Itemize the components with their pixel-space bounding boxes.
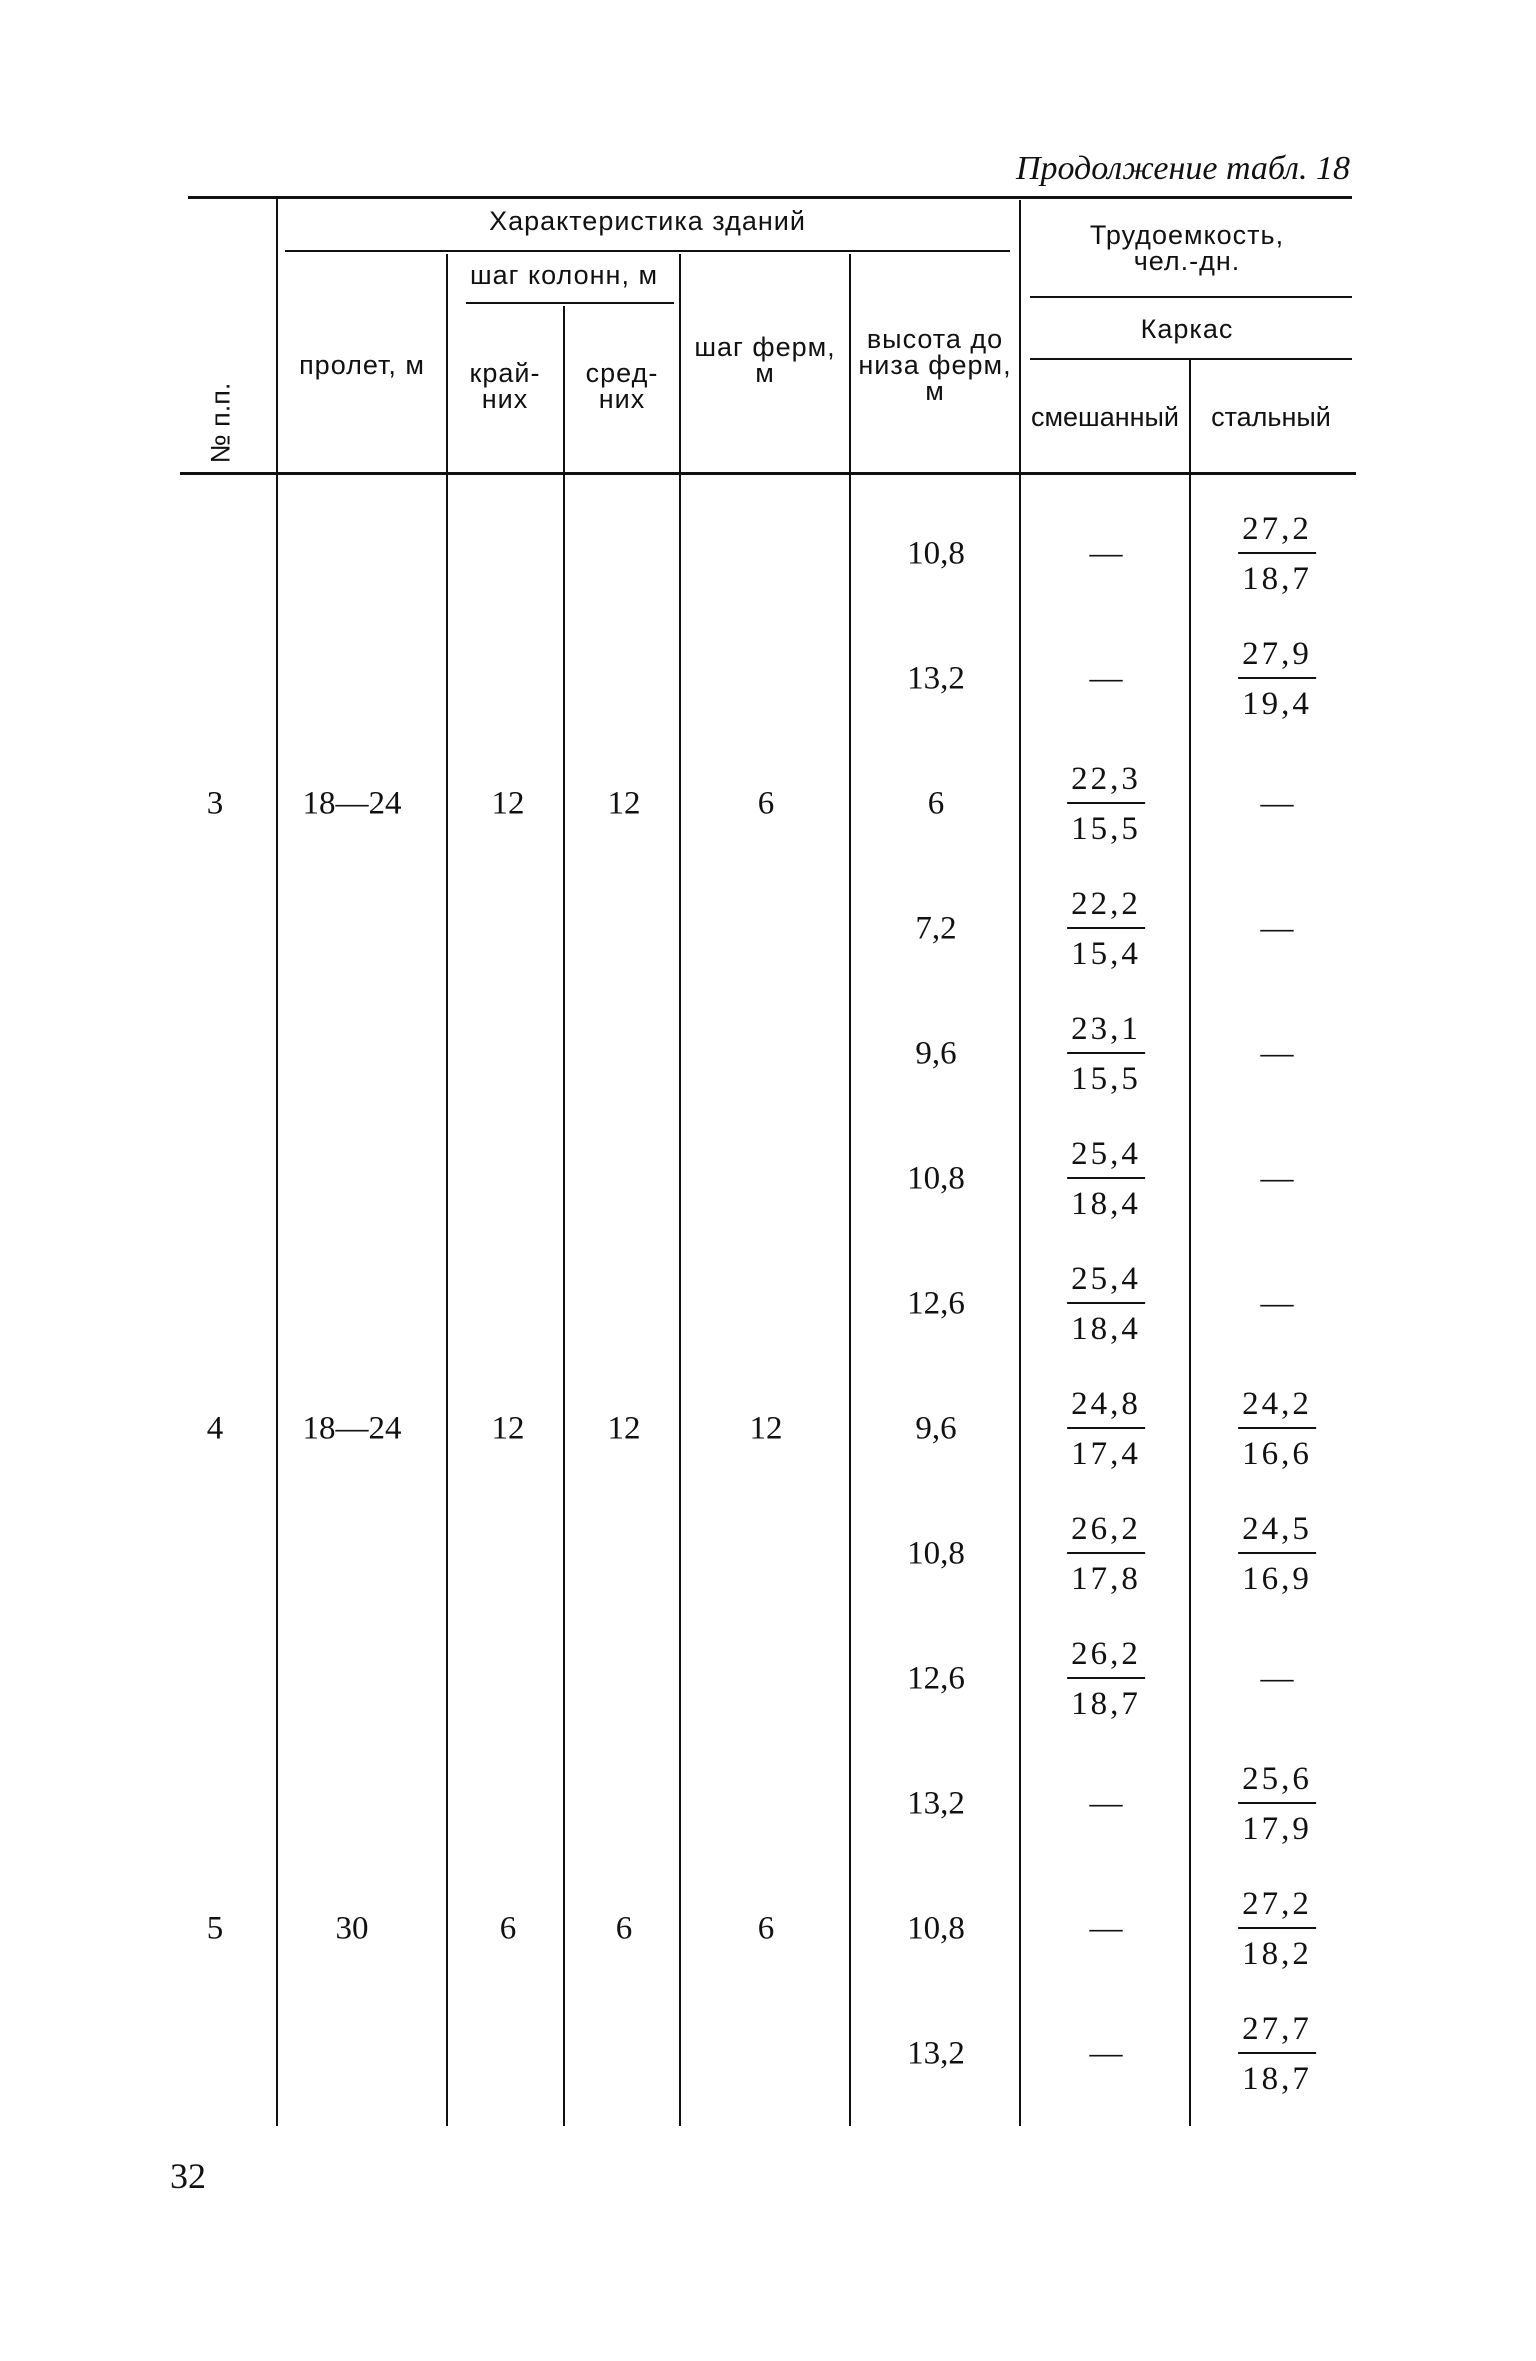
header-bottom-rule — [180, 472, 1356, 475]
mixed-labor-fraction — [1067, 1010, 1145, 1098]
truss-height: 13,2 — [907, 2035, 965, 2072]
span-value: 18—24 — [302, 785, 402, 822]
steel-labor-numerator: 24,5 — [1238, 1510, 1316, 1554]
outer-col-step: 6 — [499, 1910, 517, 1947]
vline-span — [446, 254, 448, 2126]
header-steel: стальный — [1211, 402, 1331, 432]
mixed-labor-denominator: 18,7 — [1071, 1686, 1141, 1722]
steel-labor-fraction — [1238, 1385, 1316, 1473]
steel-labor-numerator: 25,6 — [1238, 1760, 1316, 1804]
truss-step: 6 — [757, 1910, 775, 1947]
vline-num — [276, 198, 278, 2126]
span-value: 30 — [335, 1910, 369, 1947]
steel-labor-denominator: 16,9 — [1242, 1561, 1312, 1597]
truss-height: 13,2 — [907, 1785, 965, 1822]
steel-labor-denominator: 18,2 — [1242, 1936, 1312, 1972]
mixed-labor-fraction — [1067, 1510, 1145, 1598]
steel-labor-denominator: 18,7 — [1242, 2061, 1312, 2097]
truss-step: 12 — [749, 1410, 783, 1447]
mixed-labor-denominator: 17,8 — [1071, 1561, 1141, 1597]
truss-height: 12,6 — [907, 1285, 965, 1322]
truss-height: 13,2 — [907, 660, 965, 697]
mixed-labor-denominator: 15,5 — [1071, 811, 1141, 847]
mixed-labor-fraction — [1067, 1635, 1145, 1723]
characteristics-rule — [285, 250, 1010, 252]
steel-labor-value: — — [1260, 785, 1294, 822]
mixed-labor-value: — — [1089, 1785, 1123, 1822]
header-num: № п.п. — [205, 382, 236, 464]
middle-col-step: 12 — [607, 1410, 641, 1447]
steel-labor-fraction — [1238, 510, 1316, 598]
truss-height: 9,6 — [915, 1410, 957, 1447]
page-number: 32 — [170, 2156, 206, 2196]
truss-step: 6 — [757, 785, 775, 822]
labor-rule — [1030, 296, 1352, 298]
truss-height: 12,6 — [907, 1660, 965, 1697]
mixed-labor-fraction — [1067, 1385, 1145, 1473]
steel-labor-value: — — [1260, 1660, 1294, 1697]
steel-labor-fraction — [1238, 635, 1316, 723]
mixed-labor-numerator: 26,2 — [1067, 1635, 1145, 1679]
mixed-labor-fraction — [1067, 1135, 1145, 1223]
header-span: пролет, м — [299, 350, 425, 380]
mixed-labor-numerator: 23,1 — [1067, 1010, 1145, 1054]
header-characteristics: Характеристика зданий — [489, 206, 806, 236]
mixed-labor-denominator: 18,4 — [1071, 1186, 1141, 1222]
header-truss-step: шаг ферм, м — [694, 332, 836, 388]
truss-height: 6 — [927, 785, 945, 822]
vline-middle — [679, 254, 681, 2126]
steel-labor-fraction — [1238, 1760, 1316, 1848]
steel-labor-fraction — [1238, 1510, 1316, 1598]
steel-labor-numerator: 27,9 — [1238, 635, 1316, 679]
table-caption: Продолжение табл. 18 — [1015, 150, 1350, 187]
vline-mixed — [1189, 360, 1191, 2126]
mixed-labor-fraction — [1067, 760, 1145, 848]
steel-labor-denominator: 18,7 — [1242, 561, 1312, 597]
row-number: 5 — [206, 1910, 224, 1947]
header-mixed: смешанный — [1030, 402, 1180, 432]
steel-labor-value: — — [1260, 1035, 1294, 1072]
mixed-labor-value: — — [1089, 660, 1123, 697]
outer-col-step: 12 — [491, 1410, 525, 1447]
mixed-labor-denominator: 18,4 — [1071, 1311, 1141, 1347]
steel-labor-numerator: 27,2 — [1238, 1885, 1316, 1929]
mixed-labor-numerator: 24,8 — [1067, 1385, 1145, 1429]
span-value: 18—24 — [302, 1410, 402, 1447]
mixed-labor-numerator: 22,2 — [1067, 885, 1145, 929]
steel-labor-value: — — [1260, 1285, 1294, 1322]
header-col-step: шаг колонн, м — [469, 260, 659, 290]
steel-labor-value: — — [1260, 910, 1294, 947]
steel-labor-numerator: 24,2 — [1238, 1385, 1316, 1429]
outer-col-step: 12 — [491, 785, 525, 822]
col-step-rule — [466, 302, 674, 304]
mixed-labor-numerator: 25,4 — [1067, 1135, 1145, 1179]
truss-height: 7,2 — [915, 910, 957, 947]
mixed-labor-denominator: 15,5 — [1071, 1061, 1141, 1097]
mixed-labor-numerator: 26,2 — [1067, 1510, 1145, 1554]
mixed-labor-denominator: 15,4 — [1071, 936, 1141, 972]
steel-labor-numerator: 27,7 — [1238, 2010, 1316, 2054]
row-number: 3 — [206, 785, 224, 822]
mixed-labor-value: — — [1089, 535, 1123, 572]
vline-truss — [849, 254, 851, 2126]
header-truss-height: высота до низа ферм, м — [858, 324, 1012, 406]
steel-labor-value: — — [1260, 1160, 1294, 1197]
steel-labor-denominator: 16,6 — [1242, 1436, 1312, 1472]
vline-outer — [563, 306, 565, 2126]
truss-height: 10,8 — [907, 1910, 965, 1947]
truss-height: 10,8 — [907, 1535, 965, 1572]
mixed-labor-fraction — [1067, 885, 1145, 973]
mixed-labor-denominator: 17,4 — [1071, 1436, 1141, 1472]
steel-labor-denominator: 19,4 — [1242, 686, 1312, 722]
frame-rule — [1030, 358, 1352, 360]
truss-height: 10,8 — [907, 1160, 965, 1197]
vline-height — [1019, 200, 1021, 2126]
middle-col-step: 12 — [607, 785, 641, 822]
mixed-labor-numerator: 22,3 — [1067, 760, 1145, 804]
mixed-labor-value: — — [1089, 1910, 1123, 1947]
truss-height: 9,6 — [915, 1035, 957, 1072]
header-labor: Трудоемкость, чел.-дн. — [1089, 220, 1285, 276]
mixed-labor-numerator: 25,4 — [1067, 1260, 1145, 1304]
truss-height: 10,8 — [907, 535, 965, 572]
top-rule — [188, 196, 1352, 199]
steel-labor-fraction — [1238, 2010, 1316, 2098]
steel-labor-fraction — [1238, 1885, 1316, 1973]
row-number: 4 — [206, 1410, 224, 1447]
header-outer: край- них — [469, 358, 541, 414]
steel-labor-numerator: 27,2 — [1238, 510, 1316, 554]
header-frame: Каркас — [1140, 314, 1234, 344]
mixed-labor-fraction — [1067, 1260, 1145, 1348]
middle-col-step: 6 — [615, 1910, 633, 1947]
mixed-labor-value: — — [1089, 2035, 1123, 2072]
steel-labor-denominator: 17,9 — [1242, 1811, 1312, 1847]
header-middle: сред- них — [585, 358, 659, 414]
